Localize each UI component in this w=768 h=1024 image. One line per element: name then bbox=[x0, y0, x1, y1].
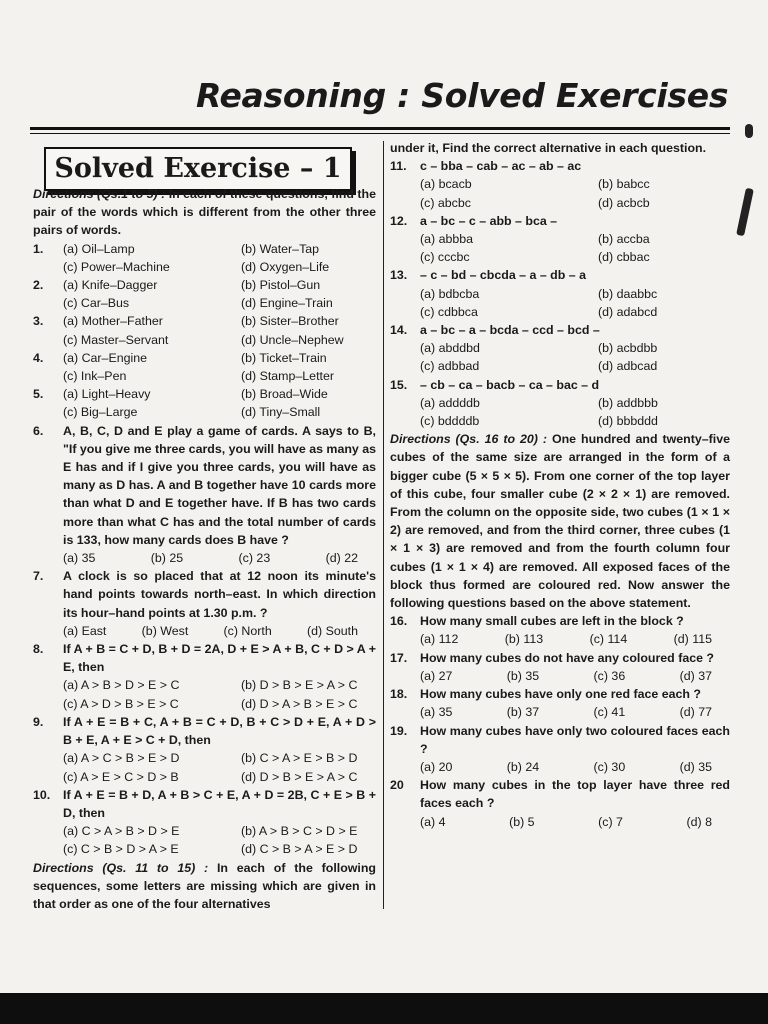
directions-2: Directions (Qs. 11 to 15) : In each of the following sequences, some letters are missing which are given in that order as one of the four alternatives bbox=[33, 860, 376, 911]
answer-option: (b) accba bbox=[598, 232, 650, 247]
answer-option: (d) 115 bbox=[673, 632, 712, 647]
section-title-box: Solved Exercise – 1 bbox=[44, 147, 352, 191]
question-number: 1. bbox=[33, 241, 44, 256]
answer-option: (a) Oil–Lamp bbox=[63, 241, 135, 256]
answer-option: (c) Big–Large bbox=[63, 405, 138, 420]
question-text: How many small cubes are left in the block ? bbox=[420, 614, 684, 629]
answer-option: (d) adabcd bbox=[598, 304, 658, 319]
answer-option: (b) 5 bbox=[509, 814, 535, 829]
answer-option: (b) Pistol–Gun bbox=[241, 278, 321, 293]
heading-rule-thick bbox=[30, 127, 730, 130]
answer-option: (b) daabbc bbox=[598, 286, 658, 301]
answer-option: (c) adbbad bbox=[420, 359, 480, 374]
answer-option: (c) 7 bbox=[598, 814, 623, 829]
question-10: 10. If A + E = B + D, A + B > C + E, A + D = 2B, C + E > B + D, then (a) C > A > B > D > E (b) A > B > C > D > E (c) C > B > D > A > E (d) C > B > A > E > D bbox=[33, 787, 376, 857]
question-item bbox=[33, 312, 376, 348]
directions-1: Directions (Qs.1 to 5) : In each of these questions, find the pair of the words which is different from the other three pairs of words. bbox=[33, 187, 376, 238]
question-text: a – bc – c – abb – bca – bbox=[420, 213, 558, 228]
answer-option: (d) 8 bbox=[686, 814, 712, 829]
answer-option: (b) 37 bbox=[506, 705, 540, 720]
answer-option: (c) abcbc bbox=[420, 195, 471, 210]
question-number: 17. bbox=[390, 650, 408, 665]
answer-option: (c) bddddb bbox=[420, 414, 480, 429]
question-text: a – bc – a – bcda – ccd – bcd – bbox=[420, 323, 600, 338]
directions-3: Directions (Qs. 16 to 20) : One hundred and twenty–five cubes of the same size are arranged in the form of a bigger cube (5 × 5 × 5). From one corner of the top layer of this cube, four smaller cube (2 × 2 × 1) are removed. From the column on the opposite side, two cubes (1 × 1 × 2) are removed, and from the third corner, three cubes (1 × 1 × 3) are removed and from the fourth column four cubes (1 × 1 × 4) are removed. All exposed faces of the block thus formed are coloured red. Now answer the following questions based on the above statement. bbox=[390, 432, 730, 611]
answer-option: (d) acbcb bbox=[598, 195, 650, 210]
answer-option: (a) Car–Engine bbox=[63, 350, 148, 365]
answer-option: (b) 24 bbox=[506, 759, 540, 774]
question-number: 20 bbox=[390, 778, 404, 793]
page-bottom-edge bbox=[0, 993, 768, 1024]
ink-mark bbox=[745, 124, 753, 138]
question-item bbox=[33, 276, 376, 312]
question-text: c – bba – cab – ac – ab – ac bbox=[420, 159, 582, 174]
question-number: 4. bbox=[33, 350, 44, 365]
answer-option: (c) 114 bbox=[589, 632, 628, 647]
question-item bbox=[33, 349, 376, 385]
question-number: 11. bbox=[390, 159, 407, 174]
question-number: 15. bbox=[390, 377, 408, 392]
question-9: 9. If A + E = B + C, A + B = C + D, B + C > D + E, A + D > B + E, A + E > C + D, then (a) A > C > B > E > D (b) C > A > E > B > D (c) A > E > C > D > B (d) D > B > E > A > C bbox=[33, 714, 376, 784]
question-item bbox=[390, 722, 730, 777]
answer-option: (b) addbbb bbox=[598, 395, 658, 410]
answer-option: (d) Stamp–Letter bbox=[241, 369, 334, 384]
answer-option: (a) 4 bbox=[420, 814, 446, 829]
answer-option: (a) Mother–Father bbox=[63, 314, 163, 329]
question-item bbox=[390, 649, 730, 685]
answer-option: (c) 36 bbox=[593, 668, 626, 683]
page-heading: Reasoning : Solved Exercises bbox=[196, 76, 729, 115]
question-number: 3. bbox=[33, 314, 44, 329]
answer-option: (b) acbdbb bbox=[598, 341, 658, 356]
answer-option: (a) Light–Heavy bbox=[63, 387, 151, 402]
question-text: How many cubes have only two coloured faces each ? bbox=[420, 723, 730, 756]
answer-option: (c) 41 bbox=[593, 705, 626, 720]
question-text: How many cubes do not have any coloured face ? bbox=[420, 650, 714, 665]
question-item bbox=[33, 385, 376, 421]
heading-rule-thin bbox=[30, 133, 730, 134]
question-number: 2. bbox=[33, 278, 44, 293]
question-number: 18. bbox=[390, 687, 408, 702]
answer-option: (a) abbba bbox=[420, 232, 474, 247]
directions-2-continued: under it, Find the correct alternative in each question. bbox=[390, 141, 707, 155]
answer-option: (d) 77 bbox=[679, 705, 712, 720]
question-8: 8. If A + B = C + D, B + D = 2A, D + E > A + B, C + D > A + E, then (a) A > B > D > E > C (b) D > B > E > A > C (c) A > D > B > E > C (d) D > A > B > E > C bbox=[33, 642, 376, 711]
question-7: 7. A clock is so placed that at 12 noon its minute's hand points towards north–east. In which direction its hour–hand points at 1.30 p.m. ? (a) East (b) West (c) North (d) South bbox=[33, 569, 376, 638]
column-divider bbox=[383, 141, 384, 909]
question-item bbox=[390, 212, 730, 267]
answer-option: (b) babcc bbox=[598, 177, 650, 192]
answer-option: (c) Master–Servant bbox=[63, 332, 169, 347]
question-text: How many cubes in the top layer have three red faces each ? bbox=[420, 778, 730, 811]
question-item bbox=[390, 321, 730, 376]
answer-option: (d) 37 bbox=[679, 668, 712, 683]
question-number: 13. bbox=[390, 268, 408, 283]
answer-option: (a) 35 bbox=[420, 705, 453, 720]
question-text: How many cubes have only one red face each ? bbox=[420, 687, 701, 702]
answer-option: (a) 27 bbox=[420, 668, 453, 683]
answer-option: (c) Car–Bus bbox=[63, 296, 130, 311]
answer-option: (c) cccbc bbox=[420, 250, 470, 265]
question-number: 5. bbox=[33, 387, 44, 402]
question-text: – c – bd – cbcda – a – db – a bbox=[420, 268, 586, 283]
question-number: 12. bbox=[390, 213, 408, 228]
answer-option: (d) cbbac bbox=[598, 250, 650, 265]
answer-option: (b) Ticket–Train bbox=[241, 350, 327, 365]
question-item bbox=[390, 612, 730, 648]
question-number: 19. bbox=[390, 723, 408, 738]
answer-option: (d) Engine–Train bbox=[241, 296, 333, 311]
question-number: 16. bbox=[390, 614, 408, 629]
answer-option: (c) 30 bbox=[593, 759, 626, 774]
answer-option: (b) Sister–Brother bbox=[241, 314, 339, 329]
answer-option: (a) bcacb bbox=[420, 177, 472, 192]
answer-option: (d) bbbddd bbox=[598, 414, 658, 429]
answer-option: (c) cdbbca bbox=[420, 304, 478, 319]
question-item bbox=[390, 266, 730, 321]
answer-option: (d) 35 bbox=[679, 759, 712, 774]
answer-option: (c) Power–Machine bbox=[63, 259, 170, 274]
answer-option: (b) Water–Tap bbox=[241, 241, 320, 256]
question-item bbox=[33, 240, 376, 276]
question-item bbox=[390, 376, 730, 431]
answer-option: (a) bdbcba bbox=[420, 286, 480, 301]
answer-option: (a) 112 bbox=[420, 632, 459, 647]
question-number: 14. bbox=[390, 323, 408, 338]
answer-option: (a) addddb bbox=[420, 395, 480, 410]
answer-option: (c) Ink–Pen bbox=[63, 369, 127, 384]
answer-option: (b) 113 bbox=[504, 632, 544, 647]
question-item bbox=[390, 157, 730, 212]
answer-option: (d) Tiny–Small bbox=[241, 405, 321, 420]
question-6: 6. A, B, C, D and E play a game of cards. A says to B, "If you give me three cards, you will have as many as E has and if I give you three cards, you will have as many as D has. A and B together have 10 cards more than what D and E together have. If B has two cards more than what C has and the total number of cards is 133, how many cards does B have ? (a) 35 (b) 25 (c) 23 (d) 22 bbox=[33, 423, 377, 566]
left-column bbox=[33, 185, 376, 913]
answer-option: (b) 35 bbox=[506, 668, 540, 683]
answer-option: (d) Uncle–Nephew bbox=[241, 332, 344, 347]
question-item bbox=[390, 685, 730, 721]
answer-option: (d) adbcad bbox=[598, 359, 658, 374]
answer-option: (a) abddbd bbox=[420, 341, 480, 356]
question-text: – cb – ca – bacb – ca – bac – d bbox=[420, 377, 600, 392]
ink-mark bbox=[736, 188, 754, 237]
answer-option: (b) Broad–Wide bbox=[241, 387, 328, 402]
right-column bbox=[390, 139, 730, 831]
answer-option: (d) Oxygen–Life bbox=[241, 259, 330, 274]
question-item bbox=[390, 776, 730, 831]
answer-option: (a) Knife–Dagger bbox=[63, 278, 158, 293]
answer-option: (a) 20 bbox=[420, 759, 453, 774]
